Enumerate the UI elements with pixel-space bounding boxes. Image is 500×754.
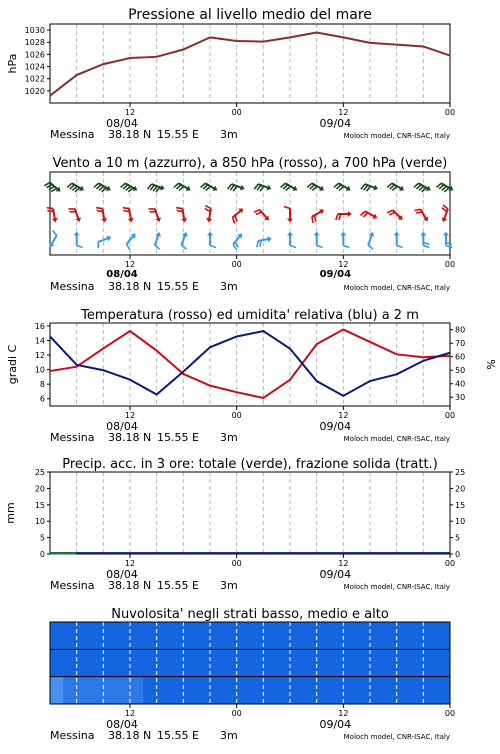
precip-ylabel: mm: [4, 502, 17, 523]
wind-barb-feather: [284, 207, 290, 209]
temp-ytick-label: 12: [35, 351, 45, 360]
wind-barb-850hPa: [148, 209, 161, 222]
wind-lat: 38.18 N: [108, 280, 151, 293]
precip-ytick-label: 20: [35, 484, 45, 493]
wind-barb-10m: [368, 232, 374, 249]
wind-barb-10m: [126, 233, 135, 249]
wind-barb-feather: [260, 240, 261, 246]
precip-ytick-right-label: 10: [455, 517, 465, 526]
temp-title: Temperatura (rosso) ed umidita' relativa (blu) a 2 m: [80, 308, 419, 323]
wind-barb-850hPa: [312, 209, 324, 223]
temp-ytick-label: 16: [35, 322, 45, 331]
precip-line-point: [263, 553, 264, 554]
precip-location: Messina: [50, 579, 95, 592]
temperature-line-point: [316, 344, 317, 345]
humidity-line-point: [396, 374, 397, 375]
wind-barb-700hPa: [228, 184, 245, 191]
temp-xtick-label: 12: [338, 411, 348, 420]
wind-barb-700hPa: [437, 183, 454, 192]
temp-xtick-label: 12: [125, 411, 135, 420]
humidity-line-point: [156, 394, 157, 395]
wind-barb-700hPa: [361, 184, 378, 191]
temp-ytick-label: 14: [35, 336, 45, 345]
temperature-line: [50, 330, 450, 398]
precip-line-point: [289, 553, 290, 554]
wind-barb-850hPa: [176, 208, 187, 223]
temperature-line-point: [129, 330, 130, 331]
wind-barb-feather: [315, 215, 316, 221]
wind-barb-10m: [287, 232, 296, 248]
wind-barb-10m: [74, 232, 83, 248]
temp-xtick-label: 00: [445, 411, 455, 420]
temp-ytick-right-label: 80: [455, 326, 465, 335]
temperature-line-point: [396, 354, 397, 355]
wind-barb-10m: [394, 232, 403, 248]
wind-barb-feather: [416, 212, 422, 213]
wind-barb-10m: [314, 232, 323, 248]
pressure-lon: 15.55 E: [157, 128, 199, 141]
temp-date-label: 09/04: [319, 420, 351, 433]
wind-barb-feather: [97, 211, 103, 212]
pressure-xtick-label: 12: [125, 108, 135, 117]
temp-date-label: 08/04: [106, 420, 138, 433]
precip-line-point: [156, 553, 157, 554]
wind-barb-700hPa: [148, 184, 165, 192]
temp-xtick-label: 00: [232, 411, 242, 420]
wind-barb-feather: [312, 217, 313, 223]
humidity-line: [50, 331, 450, 396]
humidity-ylabel: %: [484, 359, 497, 369]
pressure-xtick-label: 12: [338, 108, 348, 117]
wind-barb-feather: [257, 241, 258, 247]
cloud-credit: Moloch model, CNR-ISAC, Italy: [344, 733, 450, 741]
pressure-xtick-label: 00: [232, 108, 242, 117]
wind-xtick-label: 12: [338, 260, 348, 269]
precip-line-point: [183, 553, 184, 554]
pressure-elevation: 3m: [220, 128, 238, 141]
wind-barb-850hPa: [232, 209, 243, 224]
wind-barb-700hPa: [254, 184, 271, 191]
wind-barb-feather: [389, 212, 395, 215]
precip-elevation: 3m: [220, 579, 238, 592]
precip-ytick-right-label: 20: [455, 484, 465, 493]
wind-barb-head: [287, 219, 293, 223]
temp-ytick-label: 10: [35, 366, 45, 375]
wind-barb-700hPa: [44, 182, 60, 191]
precip-ytick-label: 5: [40, 534, 45, 543]
precip-line-point: [396, 553, 397, 554]
wind-barb-700hPa: [174, 183, 191, 191]
pressure-line-point: [103, 64, 104, 65]
cloud-xtick-label: 12: [338, 709, 348, 718]
humidity-line-point: [103, 370, 104, 371]
wind-barb-feather: [317, 246, 323, 248]
wind-barb-10m: [98, 236, 111, 249]
cloud-title: Nuvolosita' negli strati basso, medio e alto: [111, 607, 389, 622]
wind-barb-feather: [47, 211, 53, 212]
precip-ytick-label: 25: [35, 468, 45, 477]
wind-xtick-label: 00: [445, 260, 455, 269]
pressure-line-point: [183, 49, 184, 50]
wind-barb-head: [314, 232, 320, 236]
wind-barb-head: [340, 232, 346, 236]
wind-barb-feather: [387, 210, 393, 213]
wind-barb-head: [74, 232, 80, 236]
temperature-line-point: [423, 357, 424, 358]
precip-line-point: [449, 553, 450, 554]
pressure-ylabel: hPa: [6, 54, 19, 74]
precip-ytick-right-label: 15: [455, 501, 465, 510]
temp-ytick-right-label: 50: [455, 366, 465, 375]
precip-ytick-label: 15: [35, 501, 45, 510]
wind-barb-head: [420, 232, 426, 236]
wind-barb-700hPa: [307, 183, 324, 191]
pressure-line-point: [236, 40, 237, 41]
wind-barb-staff: [129, 209, 131, 220]
temperature-line-point: [263, 397, 264, 398]
wind-barb-feather: [123, 211, 129, 212]
cloud-location: Messina: [50, 729, 95, 742]
pressure-ytick-label: 1030: [25, 26, 45, 35]
wind-barb-feather: [44, 182, 49, 185]
wind-barb-feather: [126, 244, 129, 249]
precip-line-point: [236, 553, 237, 554]
wind-barb-head: [348, 211, 352, 217]
wind-barb-700hPa: [334, 183, 351, 191]
pressure-credit: Moloch model, CNR-ISAC, Italy: [344, 132, 450, 140]
temp-ylabel: gradi C: [6, 344, 19, 384]
wind-barb-feather: [123, 208, 129, 209]
precip-line-point: [76, 553, 77, 554]
wind-barb-700hPa: [121, 183, 138, 192]
wind-barb-feather: [397, 246, 403, 248]
temp-ytick-right-label: 60: [455, 353, 465, 362]
wind-barb-850hPa: [96, 208, 107, 223]
wind-barb-staff: [53, 209, 55, 220]
precip-line-point: [209, 553, 210, 554]
wind-barb-700hPa: [201, 183, 218, 191]
temperature-line-point: [183, 373, 184, 374]
pressure-line-point: [156, 56, 157, 57]
temp-lon: 15.55 E: [157, 431, 199, 444]
temp-ytick-right-label: 70: [455, 339, 465, 348]
precip-xtick-label: 12: [125, 559, 135, 568]
precip-line-point: [343, 553, 344, 554]
wind-barb-staff: [182, 209, 184, 220]
wind-barb-700hPa: [281, 183, 298, 191]
precip-ytick-right-label: 0: [455, 550, 460, 559]
precip-frame: [50, 472, 450, 554]
wind-barb-feather: [368, 245, 373, 249]
wind-barb-head: [443, 232, 449, 236]
temp-frame: [50, 323, 450, 406]
humidity-line-point: [236, 336, 237, 337]
wind-barb-head: [52, 218, 58, 222]
temperature-line-point: [236, 392, 237, 393]
wind-barb-10m: [340, 232, 349, 248]
humidity-line-point: [343, 395, 344, 396]
precip-title: Precip. acc. in 3 ore: totale (verde), frazione solida (tratt.): [62, 457, 438, 472]
wind-barb-feather: [155, 245, 160, 249]
pressure-ytick-label: 1026: [25, 50, 45, 59]
humidity-line-point: [49, 336, 50, 337]
wind-barb-feather: [47, 184, 52, 187]
wind-barb-feather: [77, 246, 83, 248]
temperature-line-point: [103, 348, 104, 349]
precip-ytick-label: 0: [40, 550, 45, 559]
cloud-low-cell: [50, 677, 63, 704]
wind-date-label: 09/04: [320, 269, 352, 280]
wind-barb-10m: [420, 232, 429, 248]
temp-lat: 38.18 N: [108, 431, 151, 444]
wind-barb-700hPa: [67, 183, 84, 192]
pressure-location: Messina: [50, 128, 95, 141]
wind-barb-10m: [207, 232, 216, 248]
cloud-elevation: 3m: [220, 729, 238, 742]
wind-barb-feather: [336, 214, 338, 220]
humidity-line-point: [76, 364, 77, 365]
wind-barb-feather: [181, 245, 186, 249]
cloud-date-label: 09/04: [319, 718, 351, 731]
wind-barb-feather: [47, 208, 53, 209]
wind-location: Messina: [50, 280, 95, 293]
temperature-line-point: [209, 385, 210, 386]
wind-barb-feather: [343, 246, 349, 248]
wind-barb-feather: [232, 218, 234, 224]
wind-barb-850hPa: [284, 207, 293, 223]
pressure-line-point: [289, 37, 290, 38]
humidity-line-point: [369, 380, 370, 381]
wind-barb-850hPa: [414, 209, 428, 221]
precip-date-label: 08/04: [106, 568, 138, 581]
wind-barb-10m: [233, 233, 242, 249]
wind-barb-850hPa: [254, 210, 269, 221]
temperature-line-point: [449, 355, 450, 356]
precip-credit: Moloch model, CNR-ISAC, Italy: [344, 583, 450, 591]
humidity-line-point: [129, 379, 130, 380]
wind-title: Vento a 10 m (azzurro), a 850 hPa (rosso), a 700 hPa (verde): [53, 156, 448, 171]
wind-barb-850hPa: [205, 206, 212, 223]
wind-barb-700hPa: [387, 183, 404, 191]
wind-elevation: 3m: [220, 280, 238, 293]
temperature-line-point: [289, 379, 290, 380]
precip-xtick-label: 00: [445, 559, 455, 568]
cloud-lat: 38.18 N: [108, 729, 151, 742]
wind-barb-feather: [233, 244, 236, 249]
pressure-line-point: [449, 55, 450, 56]
wind-barb-feather: [290, 246, 296, 248]
precip-ytick-label: 10: [35, 517, 45, 526]
pressure-date-label: 08/04: [106, 117, 138, 130]
wind-barb-feather: [254, 210, 260, 212]
humidity-line-point: [289, 348, 290, 349]
wind-barb-700hPa: [414, 183, 431, 192]
precip-ytick-right-label: 25: [455, 468, 465, 477]
precip-xtick-label: 00: [232, 559, 242, 568]
wind-barb-feather: [256, 212, 262, 214]
pressure-line-point: [263, 41, 264, 42]
humidity-line-point: [423, 360, 424, 361]
precip-line-point: [103, 553, 104, 554]
pressure-line-point: [209, 37, 210, 38]
cloud-xtick-label: 00: [232, 709, 242, 718]
pressure-lat: 38.18 N: [108, 128, 151, 141]
wind-barb-feather: [423, 246, 429, 248]
wind-barb-staff: [258, 239, 269, 241]
wind-barb-feather: [177, 211, 183, 212]
pressure-line-point: [129, 57, 130, 58]
wind-barb-feather: [53, 231, 57, 236]
precip-line-point: [423, 553, 424, 554]
wind-barb-850hPa: [361, 211, 378, 219]
precip-xtick-label: 12: [338, 559, 348, 568]
temp-location: Messina: [50, 431, 95, 444]
wind-barb-700hPa: [94, 183, 111, 192]
precip-line-point: [369, 553, 370, 554]
pressure-ytick-label: 1020: [25, 87, 45, 96]
pressure-line-point: [396, 44, 397, 45]
precip-date-label: 09/04: [319, 568, 351, 581]
humidity-line-point: [183, 371, 184, 372]
wind-barb-feather: [96, 208, 102, 209]
wind-barb-head: [206, 218, 212, 222]
pressure-line-point: [423, 46, 424, 47]
wind-xtick-label: 00: [232, 260, 242, 269]
wind-barb-850hPa: [47, 208, 58, 223]
humidity-line-point: [449, 352, 450, 353]
wind-barb-850hPa: [442, 205, 448, 222]
wind-barb-head: [394, 232, 400, 236]
wind-barb-10m: [257, 236, 272, 247]
humidity-line-point: [209, 347, 210, 348]
wind-barb-10m: [181, 232, 187, 249]
pressure-line-point: [343, 37, 344, 38]
wind-barb-feather: [414, 209, 420, 210]
wind-credit: Moloch model, CNR-ISAC, Italy: [344, 284, 450, 292]
cloud-date-label: 08/04: [106, 718, 138, 731]
wind-barb-staff: [102, 209, 104, 220]
wind-xtick-label: 12: [125, 260, 135, 269]
temp-ytick-right-label: 30: [455, 393, 465, 402]
humidity-line-point: [316, 380, 317, 381]
wind-barb-850hPa: [387, 210, 403, 220]
temperature-line-point: [156, 350, 157, 351]
wind-barb-head: [101, 218, 107, 222]
wind-barb-head: [181, 218, 187, 222]
pressure-line-point: [76, 74, 77, 75]
pressure-ytick-label: 1028: [25, 38, 45, 47]
temperature-line-point: [49, 370, 50, 371]
precip-lon: 15.55 E: [157, 579, 199, 592]
wind-barb-feather: [210, 246, 216, 248]
cloud-lon: 15.55 E: [157, 729, 199, 742]
temperature-line-point: [369, 341, 370, 342]
temperature-line-point: [76, 366, 77, 367]
pressure-line: [50, 33, 450, 96]
wind-barb-feather: [176, 208, 182, 209]
pressure-date-label: 09/04: [319, 117, 351, 130]
cloud-xtick-label: 12: [125, 709, 135, 718]
wind-barb-feather: [446, 246, 452, 248]
pressure-ytick-label: 1022: [25, 75, 45, 84]
precip-line-point: [129, 553, 130, 554]
pressure-xtick-label: 00: [445, 108, 455, 117]
wind-barb-850hPa: [68, 209, 81, 222]
wind-barb-head: [207, 232, 213, 236]
wind-lon: 15.55 E: [157, 280, 199, 293]
pressure-line-point: [369, 42, 370, 43]
wind-barb-head: [267, 236, 271, 242]
wind-date-label: 08/04: [106, 269, 138, 280]
precip-lat: 38.18 N: [108, 579, 151, 592]
temp-ytick-right-label: 40: [455, 380, 465, 389]
wind-barb-head: [128, 218, 134, 222]
humidity-line-point: [263, 330, 264, 331]
pressure-line-point: [316, 32, 317, 33]
pressure-line-point: [49, 95, 50, 96]
pressure-title: Pressione al livello medio del mare: [128, 7, 372, 23]
temp-ytick-label: 8: [40, 380, 45, 389]
wind-barb-staff: [51, 235, 57, 245]
wind-barb-head: [287, 232, 293, 236]
temp-elevation: 3m: [220, 431, 238, 444]
wind-barb-10m: [155, 232, 161, 249]
wind-barb-850hPa: [123, 208, 134, 223]
temp-credit: Moloch model, CNR-ISAC, Italy: [344, 435, 450, 443]
precip-line-point: [316, 553, 317, 554]
wind-barb-10m: [443, 232, 452, 248]
pressure-ytick-label: 1024: [25, 63, 45, 72]
precip-ytick-right-label: 5: [455, 534, 460, 543]
temperature-line-point: [343, 329, 344, 330]
cloud-xtick-label: 00: [445, 709, 455, 718]
temp-ytick-label: 6: [40, 395, 45, 404]
